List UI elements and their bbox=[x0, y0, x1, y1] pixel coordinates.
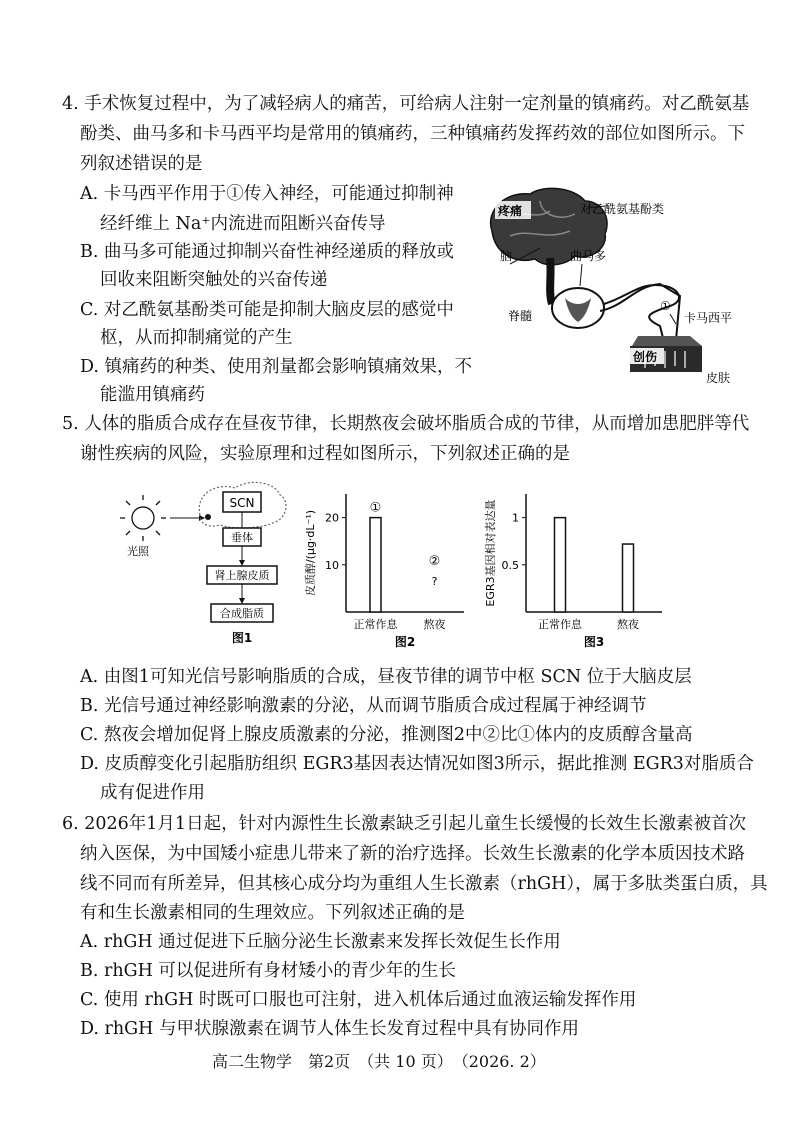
y-tick-label: 1 bbox=[512, 511, 519, 525]
q4-option-b-line-2: 回收来阻断突触处的兴奋传递 bbox=[100, 270, 328, 290]
wound-label: 创伤 bbox=[633, 350, 658, 364]
q5-option-d-line-1: D. 皮质醇变化引起脂肪组织 EGR3基因表达情况如图3所示，据此推测 EGR3对脂质合 bbox=[80, 754, 754, 774]
unknown-mark: ? bbox=[431, 574, 438, 588]
light-label: 光照 bbox=[127, 545, 149, 558]
chart-caption: 图2 bbox=[394, 635, 416, 649]
pituitary-label: 垂体 bbox=[231, 531, 253, 544]
q6-stem-line-4: 有和生长激素相同的生理效应。下列叙述正确的是 bbox=[80, 903, 465, 923]
acetaminophen-label: 对乙酰氨基酚类 bbox=[580, 202, 665, 216]
adrenal-label: 肾上腺皮质 bbox=[214, 569, 270, 582]
x-tick-label: 熬夜 bbox=[617, 618, 639, 631]
x-tick-label: 熬夜 bbox=[423, 618, 446, 631]
sun-icon bbox=[120, 495, 166, 541]
bar bbox=[623, 544, 634, 612]
q4-option-a-line-2: 经纤维上 Na⁺内流进而阻断兴奋传导 bbox=[100, 214, 386, 234]
y-tick-label: 20 bbox=[325, 511, 339, 525]
q4-option-c-line-2: 枢，从而抑制痛觉的产生 bbox=[100, 328, 293, 348]
circle-1-marker: ① bbox=[660, 299, 671, 313]
x-tick-label: 正常作息 bbox=[353, 618, 398, 631]
chart-caption: 图3 bbox=[583, 635, 605, 649]
q4-option-c-line-1: C. 对乙酰氨基酚类可能是抑制大脑皮层的感觉中 bbox=[80, 300, 454, 320]
q4-option-d-line-2: 能滥用镇痛药 bbox=[100, 385, 205, 405]
figure-1-diagram bbox=[115, 480, 315, 650]
q6-stem-line-3: 线不同而有所差异，但其核心成分均为重组人生长激素（rhGH），属于多肽类蛋白质，具 bbox=[80, 874, 768, 894]
q6-option-b: B. rhGH 可以促进所有身材矮小的青少年的生长 bbox=[80, 961, 456, 981]
q4-option-a-line-1: A. 卡马西平作用于①传入神经，可能通过抑制神 bbox=[80, 184, 454, 204]
bar bbox=[555, 518, 566, 612]
q6-option-c: C. 使用 rhGH 时既可口服也可注射，进入机体后通过血液运输发挥作用 bbox=[80, 990, 637, 1010]
q4-stem-line-2: 酚类、曲马多和卡马西平均是常用的镇痛药，三种镇痛药发挥药效的部位如图所示。下 bbox=[80, 124, 745, 144]
y-tick-label: 0.5 bbox=[501, 558, 519, 572]
page-footer: 高二生物学 第2页 （共 10 页） （2026. 2） bbox=[212, 1052, 546, 1071]
q5-option-d-line-2: 成有促进作用 bbox=[100, 783, 205, 803]
bar-label: ① bbox=[369, 500, 382, 516]
q5-stem-line-2: 谢性疾病的风险，实验原理和过程如图所示，下列叙述正确的是 bbox=[80, 444, 570, 464]
bar bbox=[370, 518, 381, 612]
q4-stem-line-1: 4. 手术恢复过程中，为了减轻病人的痛苦，可给病人注射一定剂量的镇痛药。对乙酰氨基 bbox=[62, 94, 750, 114]
figure-1-caption: 图1 bbox=[231, 631, 253, 645]
q6-stem-line-1: 6. 2026年1月1日起，针对内源性生长激素缺乏引起儿童生长缓慢的长效生长激素被首次 bbox=[62, 814, 747, 834]
pain-label: 疼痛 bbox=[498, 204, 523, 218]
y-axis-label: EGR3基因相对表达量 bbox=[484, 499, 497, 607]
q5-stem-line-1: 5. 人体的脂质合成存在昼夜节律，长期熬夜会破坏脂质合成的节律，从而增加患肥胖等代 bbox=[62, 414, 750, 434]
spinal-cord-label: 脊髓 bbox=[508, 309, 533, 323]
figure-3-chart bbox=[478, 482, 678, 652]
q5-option-a: A. 由图1可知光信号影响脂质的合成，昼夜节律的调节中枢 SCN 位于大脑皮层 bbox=[80, 667, 692, 687]
q6-option-d: D. rhGH 与甲状腺激素在调节人体生长发育过程中具有协同作用 bbox=[80, 1019, 579, 1039]
brain-label: 脑 bbox=[500, 249, 513, 263]
q6-option-a: A. rhGH 通过促进下丘脑分泌生长激素来发挥长效促生长作用 bbox=[80, 932, 561, 952]
y-axis-label: 皮质醇/(μg·dL⁻¹) bbox=[304, 509, 317, 597]
q4-option-b-line-1: B. 曲马多可能通过抑制兴奋性神经递质的释放或 bbox=[80, 242, 454, 262]
q6-stem-line-2: 纳入医保，为中国矮小症患儿带来了新的治疗选择。长效生长激素的化学本质因技术路 bbox=[80, 844, 745, 864]
q5-option-b: B. 光信号通过神经影响激素的分泌，从而调节脂质合成过程属于神经调节 bbox=[80, 696, 647, 716]
x-tick-label: 正常作息 bbox=[538, 618, 582, 631]
carbamazepine-label: 卡马西平 bbox=[684, 311, 733, 325]
q4-option-d-line-1: D. 镇痛药的种类、使用剂量都会影响镇痛效果，不 bbox=[80, 357, 473, 377]
figure-2-chart bbox=[298, 482, 478, 652]
q4-stem-line-3: 列叙述错误的是 bbox=[80, 154, 203, 174]
bar-label: ② bbox=[428, 553, 441, 569]
skin-label: 皮肤 bbox=[706, 371, 731, 385]
pain-pathway-figure bbox=[480, 186, 750, 396]
scn-label: SCN bbox=[229, 496, 255, 510]
q5-option-c: C. 熬夜会增加促肾上腺皮质激素的分泌，推测图2中②比①体内的皮质醇含量高 bbox=[80, 725, 693, 745]
tramadol-label: 曲马多 bbox=[570, 249, 607, 263]
lipid-label: 合成脂质 bbox=[220, 607, 264, 620]
y-tick-label: 10 bbox=[325, 558, 339, 572]
